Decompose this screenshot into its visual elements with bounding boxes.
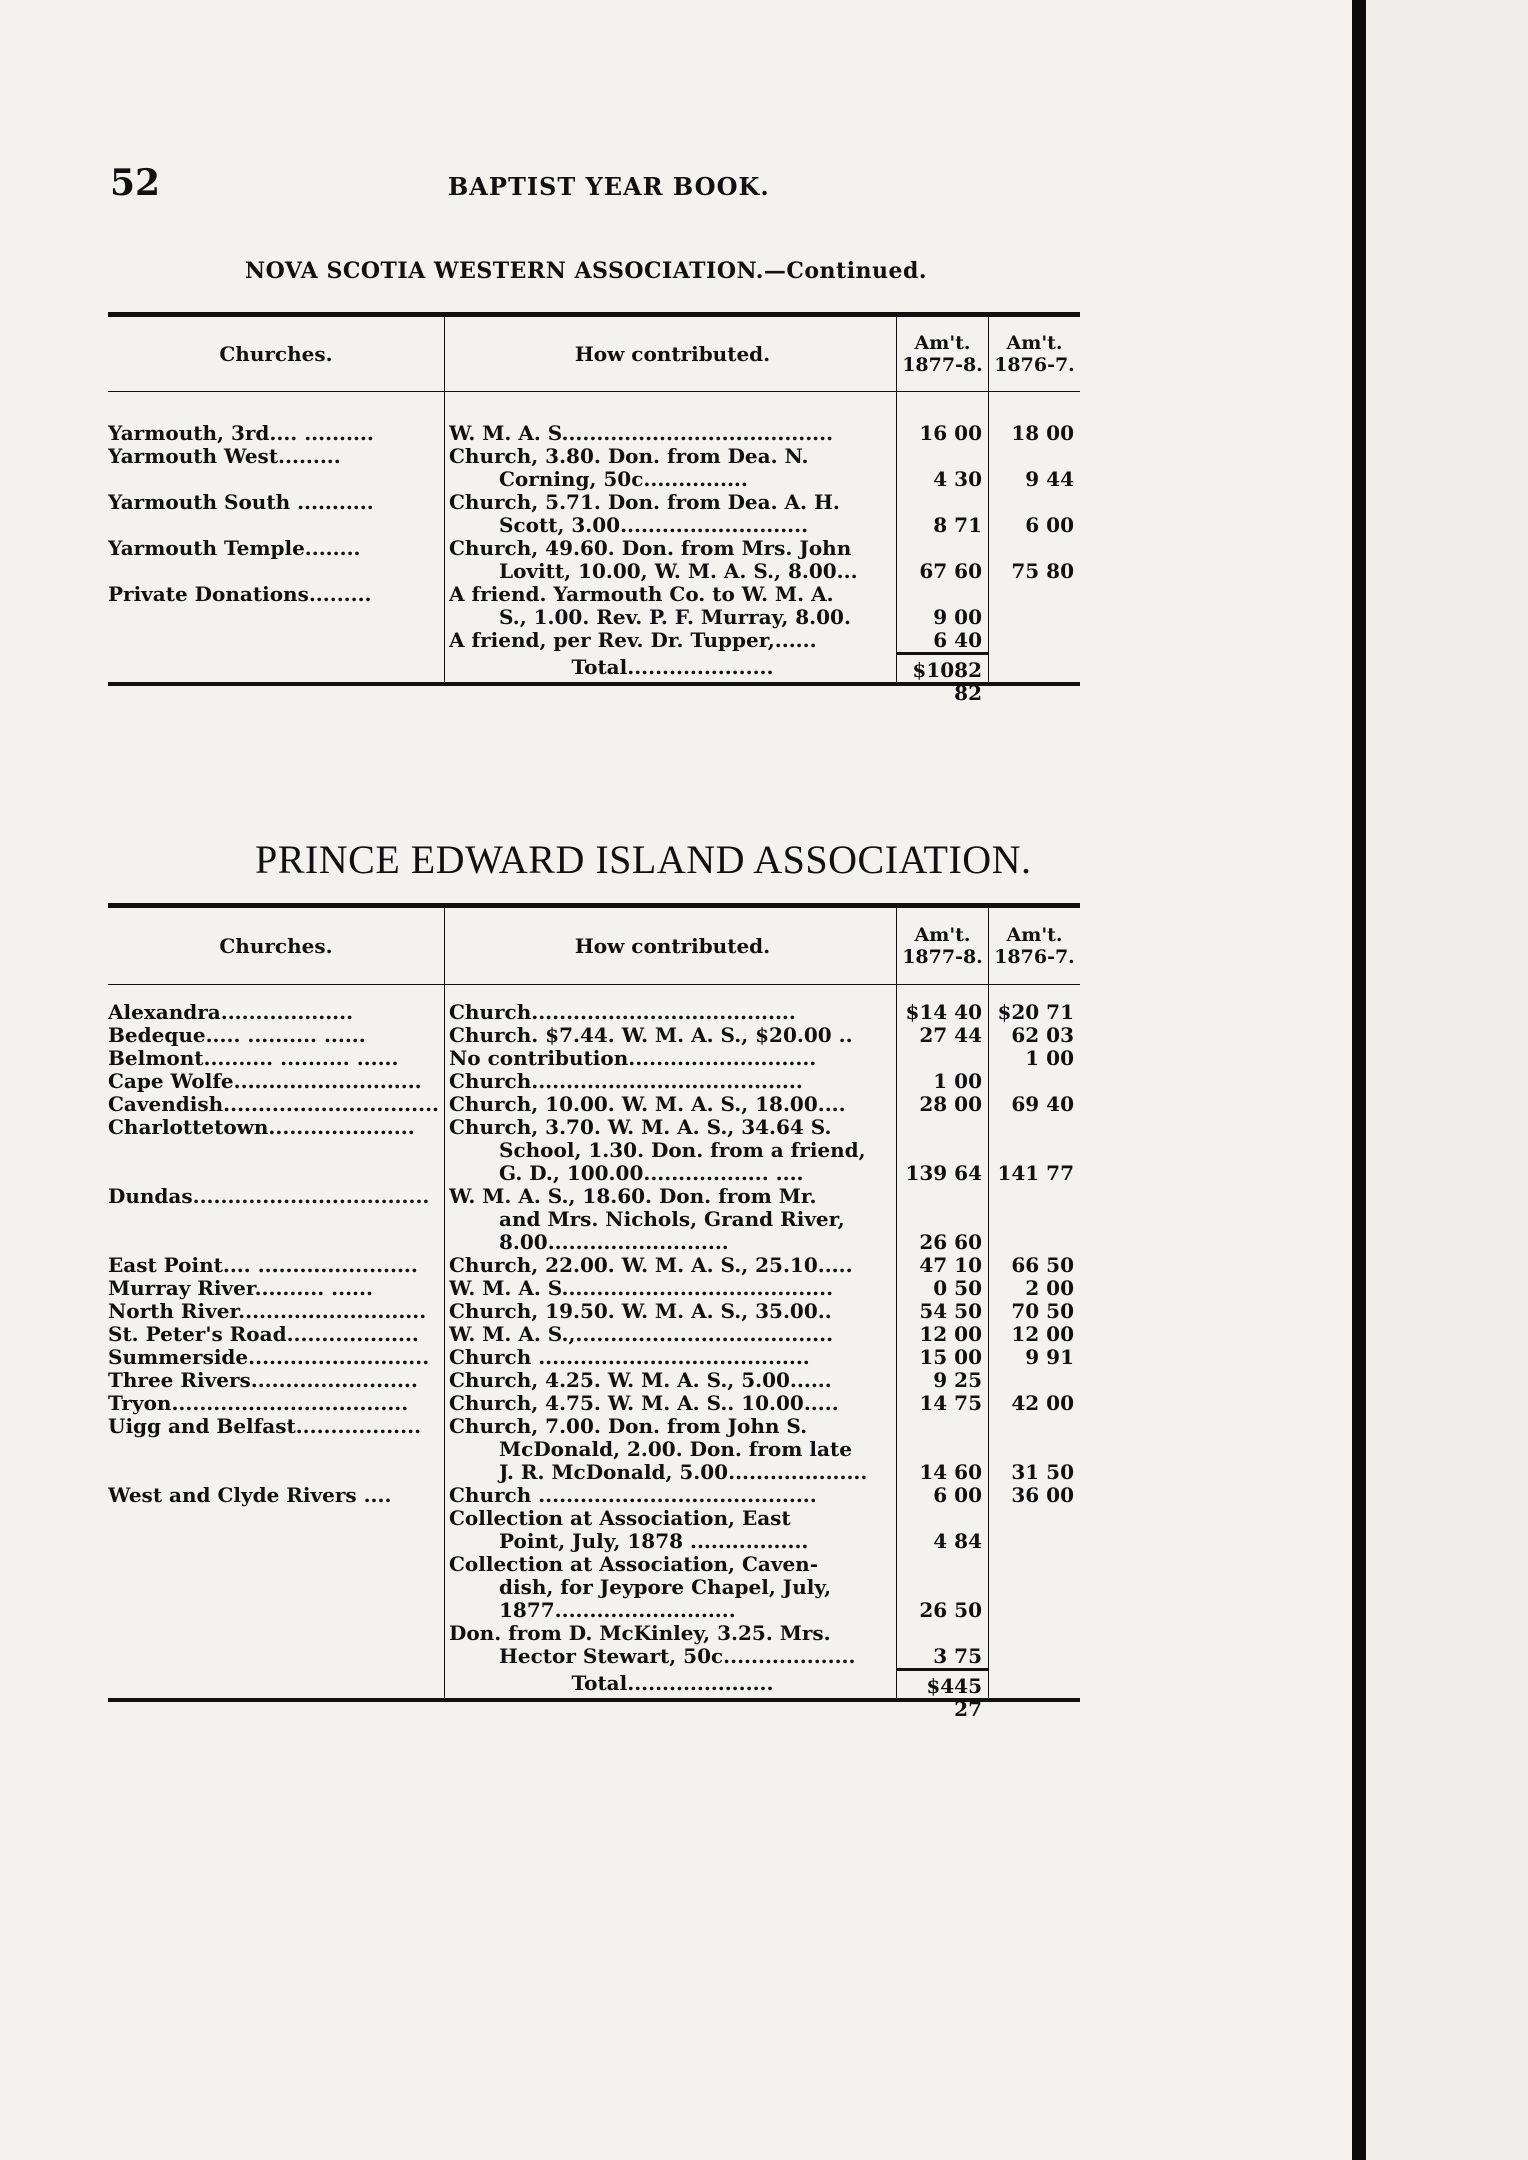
how-line: dish, for Jeypore Chapel, July, bbox=[499, 1576, 832, 1599]
how-line: A friend. Yarmouth Co. to W. M. A. bbox=[449, 583, 834, 606]
amt2-line: 42 00 bbox=[1011, 1392, 1074, 1415]
how-line: Don. from D. McKinley, 3.25. Mrs. bbox=[449, 1622, 831, 1645]
table-nova-scotia bbox=[108, 312, 1080, 705]
amt1-line: 16 00 bbox=[919, 422, 982, 445]
how-line: Corning, 50c............... bbox=[499, 468, 748, 491]
churches-line bbox=[108, 1461, 444, 1484]
amt1-line: 47 10 bbox=[919, 1254, 982, 1277]
amt2-line bbox=[989, 1553, 1074, 1576]
amt1-line bbox=[897, 491, 982, 514]
amt1-line: 0 50 bbox=[933, 1277, 982, 1300]
total-value: $445 27 bbox=[896, 1668, 988, 1698]
total-value: $1082 82 bbox=[896, 652, 988, 682]
amt1-line: 6 00 bbox=[933, 1484, 982, 1507]
amt1-line: 9 00 bbox=[933, 606, 982, 629]
amt1-line bbox=[897, 1185, 982, 1208]
how-line: Church ........................................ bbox=[449, 1484, 817, 1507]
amt1-line: 15 00 bbox=[919, 1346, 982, 1369]
binding-edge bbox=[1352, 0, 1366, 2160]
amt1-line: 1 00 bbox=[933, 1070, 982, 1093]
how-line: W. M. A. S., 18.60. Don. from Mr. bbox=[449, 1185, 817, 1208]
churches-line: Belmont.......... .......... ...... bbox=[108, 1047, 399, 1070]
amt1-line: 139 64 bbox=[905, 1162, 982, 1185]
amt1-line: 14 60 bbox=[919, 1461, 982, 1484]
amt2-line: 36 00 bbox=[1011, 1484, 1074, 1507]
header-amt-1877: Am't. 1877-8. bbox=[896, 908, 988, 984]
churches-line: Alexandra................... bbox=[108, 1001, 354, 1024]
col-how bbox=[444, 985, 896, 1668]
how-line: Church, 4.25. W. M. A. S., 5.00...... bbox=[449, 1369, 832, 1392]
section-title-pei: PRINCE EDWARD ISLAND ASSOCIATION. bbox=[255, 837, 1032, 882]
amt1-line: 26 50 bbox=[919, 1599, 982, 1622]
amt1-line bbox=[897, 537, 982, 560]
amt2-line: 141 77 bbox=[997, 1162, 1074, 1185]
how-line: Hector Stewart, 50c................... bbox=[499, 1645, 856, 1668]
how-line: Church, 5.71. Don. from Dea. A. H. bbox=[449, 491, 840, 514]
amt2-line: 18 00 bbox=[1011, 422, 1074, 445]
churches-line: Uigg and Belfast.................. bbox=[108, 1415, 422, 1438]
page-margin bbox=[1366, 0, 1528, 2160]
amt2-line bbox=[989, 606, 1074, 629]
col-amt-1877 bbox=[896, 392, 988, 652]
churches-line bbox=[108, 1438, 444, 1461]
how-line: No contribution........................... bbox=[449, 1047, 817, 1070]
header-churches: Churches. bbox=[219, 933, 333, 958]
amt1-line: $14 40 bbox=[905, 1001, 982, 1024]
total-row bbox=[108, 1668, 1080, 1721]
how-line: G. D., 100.00.................. .... bbox=[499, 1162, 804, 1185]
churches-line: Summerside.......................... bbox=[108, 1346, 430, 1369]
churches-line: Three Rivers........................ bbox=[108, 1369, 418, 1392]
churches-line: Cavendish............................... bbox=[108, 1093, 439, 1116]
amt1-line: 9 25 bbox=[933, 1369, 982, 1392]
churches-line bbox=[108, 1162, 444, 1185]
col-churches bbox=[108, 392, 444, 652]
amt1-line bbox=[897, 1208, 982, 1231]
churches-line bbox=[108, 1530, 444, 1553]
header-amt-1876: Am't. 1876-7. bbox=[988, 317, 1080, 391]
amt1-line: 4 30 bbox=[933, 468, 982, 491]
how-line: School, 1.30. Don. from a friend, bbox=[499, 1139, 866, 1162]
amt2-line bbox=[989, 1070, 1074, 1093]
amt1-line bbox=[897, 1116, 982, 1139]
churches-line: Yarmouth South ........... bbox=[108, 491, 374, 514]
amt2-line: 9 44 bbox=[1025, 468, 1074, 491]
how-line: Church....................................... bbox=[449, 1070, 803, 1093]
how-line: Lovitt, 10.00, W. M. A. S., 8.00... bbox=[499, 560, 858, 583]
amt1-line bbox=[897, 1047, 982, 1070]
how-line: Church, 10.00. W. M. A. S., 18.00.... bbox=[449, 1093, 846, 1116]
how-line: and Mrs. Nichols, Grand River, bbox=[499, 1208, 845, 1231]
churches-line: Cape Wolfe........................... bbox=[108, 1070, 422, 1093]
col-churches bbox=[108, 985, 444, 1668]
how-line: Church, 19.50. W. M. A. S., 35.00.. bbox=[449, 1300, 832, 1323]
amt1-line bbox=[897, 1507, 982, 1530]
amt2-line bbox=[989, 1645, 1074, 1668]
col-amt-1877 bbox=[896, 985, 988, 1668]
churches-line: Charlottetown..................... bbox=[108, 1116, 415, 1139]
amt2-line bbox=[989, 1415, 1074, 1438]
how-line: W. M. A. S....................................... bbox=[449, 1277, 834, 1300]
churches-line bbox=[108, 1553, 444, 1576]
header-churches: Churches. bbox=[219, 341, 333, 366]
amt2-line bbox=[989, 1185, 1074, 1208]
churches-line bbox=[108, 606, 444, 629]
churches-line bbox=[108, 1507, 444, 1530]
amt2-line bbox=[989, 491, 1074, 514]
how-line: W. M. A. S....................................... bbox=[449, 422, 834, 445]
table-header bbox=[108, 317, 1080, 392]
churches-line: Tryon.................................. bbox=[108, 1392, 409, 1415]
churches-line bbox=[108, 1622, 444, 1645]
amt2-line: 1 00 bbox=[1025, 1047, 1074, 1070]
amt2-line: 69 40 bbox=[1011, 1093, 1074, 1116]
churches-line bbox=[108, 514, 444, 537]
amt2-line bbox=[989, 629, 1074, 652]
amt2-line bbox=[989, 445, 1074, 468]
amt2-line: 2 00 bbox=[1025, 1277, 1074, 1300]
amt1-line bbox=[897, 1139, 982, 1162]
amt1-line: 67 60 bbox=[919, 560, 982, 583]
col-amt-1876 bbox=[988, 392, 1080, 652]
running-head: BAPTIST YEAR BOOK. bbox=[448, 172, 770, 201]
amt2-line bbox=[989, 1208, 1074, 1231]
how-line: A friend, per Rev. Dr. Tupper,...... bbox=[449, 629, 817, 652]
amt1-line: 6 40 bbox=[933, 629, 982, 652]
amt1-line: 3 75 bbox=[933, 1645, 982, 1668]
amt1-line: 26 60 bbox=[919, 1231, 982, 1254]
churches-line: St. Peter's Road................... bbox=[108, 1323, 419, 1346]
col-amt-1876 bbox=[988, 985, 1080, 1668]
col-how bbox=[444, 392, 896, 652]
amt1-line: 28 00 bbox=[919, 1093, 982, 1116]
amt2-line bbox=[989, 583, 1074, 606]
amt1-line: 54 50 bbox=[919, 1300, 982, 1323]
how-line: Church ....................................... bbox=[449, 1346, 810, 1369]
churches-line: Yarmouth, 3rd.... .......... bbox=[108, 422, 374, 445]
how-line: Church...................................... bbox=[449, 1001, 796, 1024]
how-line: W. M. A. S.,..................................... bbox=[449, 1323, 834, 1346]
amt1-line bbox=[897, 445, 982, 468]
amt1-line: 27 44 bbox=[919, 1024, 982, 1047]
how-line: Church, 4.75. W. M. A. S.. 10.00..... bbox=[449, 1392, 839, 1415]
how-line: Church. $7.44. W. M. A. S., $20.00 .. bbox=[449, 1024, 853, 1047]
amt1-line bbox=[897, 583, 982, 606]
table-body bbox=[108, 392, 1080, 652]
churches-line bbox=[108, 468, 444, 491]
total-label: Total..................... bbox=[444, 1668, 896, 1698]
amt1-line bbox=[897, 1438, 982, 1461]
amt2-line: 75 80 bbox=[1011, 560, 1074, 583]
amt2-line bbox=[989, 1507, 1074, 1530]
amt2-line: 9 91 bbox=[1025, 1346, 1074, 1369]
amt1-line bbox=[897, 1553, 982, 1576]
churches-line: East Point.... ....................... bbox=[108, 1254, 418, 1277]
amt2-line: 70 50 bbox=[1011, 1300, 1074, 1323]
churches-line: Yarmouth West......... bbox=[108, 445, 341, 468]
page-number: 52 bbox=[110, 162, 161, 204]
churches-line bbox=[108, 560, 444, 583]
amt1-line bbox=[897, 1415, 982, 1438]
amt1-line: 8 71 bbox=[933, 514, 982, 537]
amt2-line bbox=[989, 1622, 1074, 1645]
how-line: Scott, 3.00........................... bbox=[499, 514, 809, 537]
how-line: J. R. McDonald, 5.00.................... bbox=[499, 1461, 868, 1484]
amt2-line bbox=[989, 1139, 1074, 1162]
how-line: Point, July, 1878 ................. bbox=[499, 1530, 809, 1553]
amt1-line: 12 00 bbox=[919, 1323, 982, 1346]
amt1-line bbox=[897, 1576, 982, 1599]
churches-line: Bedeque..... .......... ...... bbox=[108, 1024, 366, 1047]
how-line: Collection at Association, East bbox=[449, 1507, 791, 1530]
amt2-line: 12 00 bbox=[1011, 1323, 1074, 1346]
how-line: Church, 3.80. Don. from Dea. N. bbox=[449, 445, 809, 468]
churches-line bbox=[108, 1576, 444, 1599]
amt2-line: 6 00 bbox=[1025, 514, 1074, 537]
churches-line bbox=[108, 629, 444, 652]
churches-line: Murray River.......... ...... bbox=[108, 1277, 373, 1300]
amt2-line bbox=[989, 1438, 1074, 1461]
amt2-line: 31 50 bbox=[1011, 1461, 1074, 1484]
section-title-nova-scotia: NOVA SCOTIA WESTERN ASSOCIATION.—Continued. bbox=[245, 258, 928, 284]
how-line: Church, 7.00. Don. from John S. bbox=[449, 1415, 808, 1438]
amt2-line bbox=[989, 1530, 1074, 1553]
churches-line bbox=[108, 1645, 444, 1668]
amt2-line bbox=[989, 1116, 1074, 1139]
amt2-line: 66 50 bbox=[1011, 1254, 1074, 1277]
table-header bbox=[108, 908, 1080, 985]
amt2-line bbox=[989, 1231, 1074, 1254]
churches-line bbox=[108, 1599, 444, 1622]
how-line: 1877.......................... bbox=[499, 1599, 736, 1622]
header-amt-1877: Am't. 1877-8. bbox=[896, 317, 988, 391]
table-body bbox=[108, 985, 1080, 1668]
churches-line bbox=[108, 1231, 444, 1254]
churches-line bbox=[108, 1139, 444, 1162]
header-amt-1876: Am't. 1876-7. bbox=[988, 908, 1080, 984]
how-line: Collection at Association, Caven- bbox=[449, 1553, 819, 1576]
amt1-line: 14 75 bbox=[919, 1392, 982, 1415]
how-line: Church, 49.60. Don. from Mrs. John bbox=[449, 537, 852, 560]
amt2-line bbox=[989, 1369, 1074, 1392]
churches-line: Dundas.................................. bbox=[108, 1185, 430, 1208]
amt2-line bbox=[989, 537, 1074, 560]
churches-line: Yarmouth Temple........ bbox=[108, 537, 361, 560]
how-line: Church, 3.70. W. M. A. S., 34.64 S. bbox=[449, 1116, 832, 1139]
total-row bbox=[108, 652, 1080, 705]
header-how: How contributed. bbox=[444, 908, 896, 984]
header-how: How contributed. bbox=[444, 317, 896, 391]
how-line: McDonald, 2.00. Don. from late bbox=[499, 1438, 852, 1461]
churches-line: West and Clyde Rivers .... bbox=[108, 1484, 392, 1507]
amt2-line bbox=[989, 1576, 1074, 1599]
total-label: Total..................... bbox=[444, 652, 896, 682]
amt1-line bbox=[897, 1622, 982, 1645]
amt2-line bbox=[989, 1599, 1074, 1622]
churches-line: North River........................... bbox=[108, 1300, 427, 1323]
amt2-line: 62 03 bbox=[1011, 1024, 1074, 1047]
how-line: S., 1.00. Rev. P. F. Murray, 8.00. bbox=[499, 606, 851, 629]
table-pei bbox=[108, 903, 1080, 1721]
how-line: Church, 22.00. W. M. A. S., 25.10..... bbox=[449, 1254, 853, 1277]
how-line: 8.00.......................... bbox=[499, 1231, 729, 1254]
churches-line: Private Donations......... bbox=[108, 583, 372, 606]
amt2-line: $20 71 bbox=[997, 1001, 1074, 1024]
churches-line bbox=[108, 1208, 444, 1231]
amt1-line: 4 84 bbox=[933, 1530, 982, 1553]
